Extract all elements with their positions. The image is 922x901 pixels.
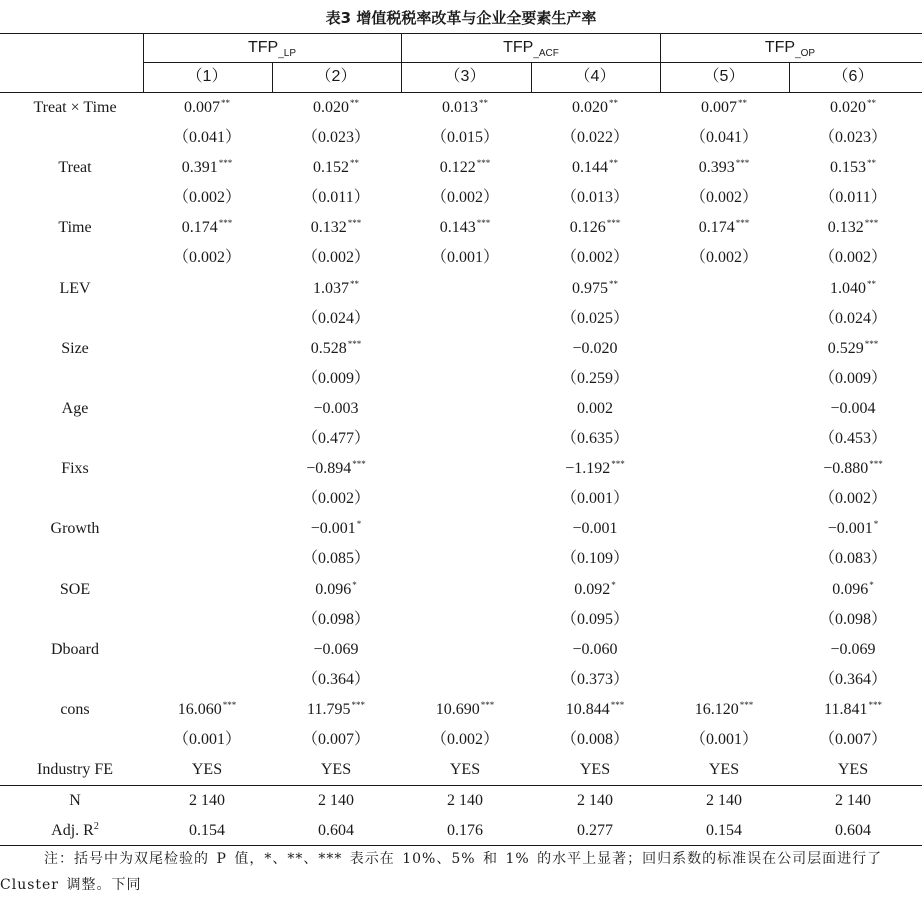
group-subscript: _LP xyxy=(278,48,296,59)
coef-cell xyxy=(793,514,913,544)
coef-cell xyxy=(664,334,784,364)
fe-cell: YES xyxy=(579,761,611,778)
row-label: SOE xyxy=(59,580,91,598)
p-value-cell: （0.083） xyxy=(818,550,887,568)
p-value-cell: （0.009） xyxy=(818,369,887,387)
table-note: 注：括号中为双尾检验的 P 值，*、**、*** 表示在 10%、5% 和 1% 的水平上显著；回归系数的标准误在公司层面进行了 Cluster 调整。下同 xyxy=(0,851,883,893)
coef-value: 0.152 xyxy=(313,159,349,177)
coef-cell xyxy=(276,575,396,605)
p-value-cell: （0.002） xyxy=(818,249,887,267)
coef-cell xyxy=(405,153,525,183)
p-value-cell: （0.095） xyxy=(560,610,629,628)
row-label: Size xyxy=(61,339,89,357)
coef-cell xyxy=(276,695,396,725)
significance-stars: *** xyxy=(735,218,750,229)
coef-value: 0.393 xyxy=(698,159,735,177)
coef-value: −0.001 xyxy=(572,520,618,538)
coef-cell xyxy=(147,575,267,605)
significance-stars: *** xyxy=(352,459,366,470)
coef-cell xyxy=(535,334,655,364)
stat-cell: 0.277 xyxy=(577,822,613,839)
p-value-cell: （0.002） xyxy=(689,249,758,267)
stat-cell: 0.154 xyxy=(706,822,742,839)
stat-cell: 2 140 xyxy=(577,792,613,809)
coef-cell xyxy=(405,575,525,605)
fe-cell: YES xyxy=(320,761,352,778)
coef-value: 0.174 xyxy=(698,219,735,237)
coef-value: −0.003 xyxy=(313,400,359,417)
coef-cell xyxy=(276,514,396,544)
stat-cell: 2 140 xyxy=(835,792,871,809)
p-value-cell: （0.002） xyxy=(301,249,370,267)
model-number: （4） xyxy=(574,68,616,85)
coef-value: 0.144 xyxy=(572,159,608,177)
group-subscript: _ACF xyxy=(533,48,559,59)
p-value-cell: （0.002） xyxy=(430,731,499,748)
significance-stars: * xyxy=(356,519,362,530)
coef-cell xyxy=(535,514,655,544)
p-value-cell: （0.001） xyxy=(689,731,758,748)
coef-value: 0.020 xyxy=(313,99,349,116)
p-value-cell: （0.635） xyxy=(560,430,629,447)
p-value-cell: （0.022） xyxy=(560,129,629,146)
p-value-cell: （0.259） xyxy=(560,369,629,387)
coef-value: −0.894 xyxy=(306,460,352,478)
model-number: （5） xyxy=(703,68,745,85)
coef-cell xyxy=(664,695,784,725)
coef-value: −0.001 xyxy=(310,520,356,538)
coef-cell xyxy=(405,635,525,665)
group-divider xyxy=(401,33,402,93)
fe-cell: YES xyxy=(708,761,740,778)
significance-stars: *** xyxy=(218,218,233,229)
group-name: TFP xyxy=(503,39,534,56)
coef-cell xyxy=(276,213,396,243)
coef-value: 10.690 xyxy=(435,701,480,718)
p-value-cell: （0.002） xyxy=(818,490,887,508)
row-label: Dboard xyxy=(51,640,99,658)
coef-cell xyxy=(147,334,267,364)
significance-stars: ** xyxy=(738,98,747,108)
coef-value: 0.096 xyxy=(832,580,869,598)
significance-stars: *** xyxy=(864,338,879,349)
group-name: TFP xyxy=(764,39,796,56)
coef-cell xyxy=(147,514,267,544)
significance-stars: *** xyxy=(610,700,625,710)
coef-value: 0.153 xyxy=(830,159,866,177)
p-value-cell: （0.002） xyxy=(301,490,370,508)
coef-value: −0.060 xyxy=(572,640,618,658)
p-value-cell: （0.453） xyxy=(818,430,887,447)
coef-cell xyxy=(664,153,784,183)
significance-stars: *** xyxy=(739,700,754,710)
coef-cell xyxy=(405,93,525,123)
coef-cell xyxy=(147,274,267,304)
row-label: Treat xyxy=(58,159,92,177)
coef-cell xyxy=(147,213,267,243)
coef-cell xyxy=(664,274,784,304)
significance-stars: ** xyxy=(350,278,359,289)
coef-cell xyxy=(664,635,784,665)
group-header xyxy=(670,33,910,63)
coef-cell xyxy=(276,635,396,665)
coef-value: −0.004 xyxy=(830,400,876,417)
significance-stars: *** xyxy=(218,158,233,169)
p-value-cell: （0.007） xyxy=(818,731,887,748)
significance-stars: ** xyxy=(479,98,488,108)
coef-cell xyxy=(535,575,655,605)
coef-cell xyxy=(147,394,267,424)
coef-value: 16.060 xyxy=(177,701,222,718)
coef-cell xyxy=(793,93,913,123)
significance-stars: *** xyxy=(611,459,625,470)
coef-cell xyxy=(793,274,913,304)
stat-cell: 2 140 xyxy=(318,792,354,809)
coef-cell xyxy=(664,575,784,605)
significance-stars: *** xyxy=(222,700,237,710)
coef-cell xyxy=(147,454,267,484)
coef-value: 0.020 xyxy=(572,99,608,116)
p-value-cell: （0.024） xyxy=(818,309,887,327)
p-value-cell: （0.041） xyxy=(689,129,758,146)
row-label: Treat × Time xyxy=(33,99,117,116)
coef-cell xyxy=(793,153,913,183)
coef-cell xyxy=(664,394,784,424)
group-header xyxy=(152,33,392,63)
column-divider xyxy=(531,62,532,93)
significance-stars: * xyxy=(869,579,874,590)
coef-cell xyxy=(147,153,267,183)
stat-cell: 0.604 xyxy=(835,822,871,839)
stat-cell: 0.154 xyxy=(189,822,225,839)
coef-cell xyxy=(535,274,655,304)
coef-cell xyxy=(405,514,525,544)
coef-cell xyxy=(405,213,525,243)
p-value-cell: （0.364） xyxy=(301,670,370,688)
significance-stars: ** xyxy=(867,158,876,169)
coef-cell xyxy=(793,394,913,424)
coef-value: 1.037 xyxy=(313,279,349,297)
row-label: Age xyxy=(61,400,89,417)
coef-value: 0.092 xyxy=(574,580,611,598)
p-value-cell: （0.023） xyxy=(818,129,887,146)
coef-cell xyxy=(535,213,655,243)
coef-cell xyxy=(793,213,913,243)
coef-cell xyxy=(147,695,267,725)
coef-value: −0.069 xyxy=(313,640,359,658)
row-label xyxy=(0,786,150,816)
significance-stars: *** xyxy=(868,700,882,710)
p-value-cell: （0.002） xyxy=(689,189,758,207)
p-value-cell: （0.002） xyxy=(430,189,499,207)
coef-value: 11.841 xyxy=(824,701,868,718)
coef-cell xyxy=(276,274,396,304)
coef-cell xyxy=(664,514,784,544)
coef-value: 0.007 xyxy=(701,99,737,116)
stat-label-superscript: 2 xyxy=(93,821,99,832)
p-value-cell: （0.002） xyxy=(172,189,241,207)
p-value-cell: （0.098） xyxy=(301,610,370,628)
p-value-cell: （0.001） xyxy=(560,490,629,508)
significance-stars: *** xyxy=(735,158,750,169)
column-divider xyxy=(272,62,273,93)
coef-value: 0.007 xyxy=(184,99,220,116)
coef-cell xyxy=(793,695,913,725)
stat-cell: 2 140 xyxy=(706,792,742,809)
coef-value: 1.040 xyxy=(830,279,866,297)
significance-stars: *** xyxy=(351,700,365,710)
coef-cell xyxy=(405,394,525,424)
coef-cell xyxy=(147,635,267,665)
coef-cell xyxy=(405,454,525,484)
p-value-cell: （0.001） xyxy=(430,249,499,267)
p-value-cell: （0.002） xyxy=(560,249,629,267)
column-divider xyxy=(789,62,790,93)
p-value-cell: （0.364） xyxy=(818,670,887,688)
coef-cell xyxy=(147,93,267,123)
significance-stars: ** xyxy=(609,158,618,169)
p-value-cell: （0.008） xyxy=(560,731,629,748)
model-number: （3） xyxy=(444,68,486,85)
p-value-cell: （0.013） xyxy=(560,189,629,207)
significance-stars: * xyxy=(873,519,879,530)
row-label: Fixs xyxy=(61,460,89,478)
significance-stars: ** xyxy=(609,278,618,289)
p-value-cell: （0.011） xyxy=(819,189,887,207)
coef-value: 11.795 xyxy=(307,701,351,718)
coef-cell xyxy=(664,93,784,123)
group-subscript: _OP xyxy=(795,48,816,59)
significance-stars: *** xyxy=(347,218,362,229)
coef-cell xyxy=(793,635,913,665)
significance-stars: *** xyxy=(476,218,491,229)
p-value-cell: （0.015） xyxy=(430,129,499,146)
stat-cell: 0.604 xyxy=(318,822,354,839)
significance-stars: * xyxy=(352,579,357,590)
coef-value: 0.529 xyxy=(827,339,864,357)
significance-stars: *** xyxy=(347,338,362,349)
p-value-cell: （0.001） xyxy=(172,731,241,748)
coef-value: 0.975 xyxy=(572,279,608,297)
coef-cell xyxy=(535,394,655,424)
coef-value: 0.174 xyxy=(181,219,218,237)
coef-cell xyxy=(276,93,396,123)
significance-stars: *** xyxy=(606,218,621,229)
coef-cell xyxy=(664,213,784,243)
p-value-cell: （0.041） xyxy=(172,129,241,146)
coef-value: −0.020 xyxy=(572,339,618,357)
table-title: 表3 增值税税率改革与企业全要素生产率 xyxy=(325,9,597,27)
group-divider xyxy=(143,33,144,93)
coef-cell xyxy=(405,334,525,364)
coef-cell xyxy=(535,695,655,725)
coef-cell xyxy=(535,635,655,665)
stat-cell: 2 140 xyxy=(447,792,483,809)
model-number: （2） xyxy=(315,68,357,85)
coef-value: 0.126 xyxy=(569,219,606,237)
significance-stars: *** xyxy=(476,158,491,169)
coef-cell xyxy=(535,93,655,123)
p-value-cell: （0.477） xyxy=(301,430,370,447)
coef-value: 0.132 xyxy=(827,219,864,237)
p-value-cell: （0.002） xyxy=(172,249,241,267)
row-label: Industry FE xyxy=(37,761,113,778)
coef-value: 0.096 xyxy=(315,580,352,598)
coef-cell xyxy=(793,454,913,484)
coef-cell xyxy=(276,334,396,364)
row-label: Growth xyxy=(50,520,100,538)
p-value-cell: （0.025） xyxy=(560,309,629,327)
stat-cell: 0.176 xyxy=(447,822,483,839)
p-value-cell: （0.011） xyxy=(302,189,370,207)
row-label xyxy=(0,816,150,846)
coef-value: 0.143 xyxy=(439,219,476,237)
significance-stars: ** xyxy=(867,98,876,108)
coef-cell xyxy=(793,334,913,364)
stat-cell: 2 140 xyxy=(189,792,225,809)
significance-stars: *** xyxy=(864,218,879,229)
p-value-cell: （0.373） xyxy=(560,670,629,688)
significance-stars: *** xyxy=(480,700,495,710)
group-name: TFP xyxy=(247,39,279,56)
p-value-cell: （0.098） xyxy=(818,610,887,628)
model-number: （1） xyxy=(186,68,228,85)
coef-value: 0.020 xyxy=(830,99,866,116)
row-label: Time xyxy=(58,219,92,237)
row-label: cons xyxy=(60,701,90,718)
significance-stars: ** xyxy=(350,158,359,169)
fe-cell: YES xyxy=(191,761,223,778)
significance-stars: *** xyxy=(869,459,883,470)
coef-value: 0.391 xyxy=(181,159,218,177)
p-value-cell: （0.085） xyxy=(301,550,370,568)
significance-stars: * xyxy=(611,579,616,590)
p-value-cell: （0.009） xyxy=(301,369,370,387)
coef-value: 0.528 xyxy=(310,339,347,357)
p-value-cell: （0.109） xyxy=(560,550,629,568)
coef-value: −1.192 xyxy=(565,460,611,478)
significance-stars: ** xyxy=(350,98,359,108)
coef-cell xyxy=(276,153,396,183)
coef-value: −0.069 xyxy=(830,640,876,658)
stat-label: Adj. R xyxy=(51,822,94,839)
coef-cell xyxy=(535,153,655,183)
model-number: （6） xyxy=(832,68,874,85)
p-value-cell: （0.007） xyxy=(301,731,370,748)
significance-stars: ** xyxy=(221,98,230,108)
row-label: LEV xyxy=(59,279,91,297)
stat-label: N xyxy=(69,792,81,809)
group-divider xyxy=(660,33,661,93)
coef-value: 10.844 xyxy=(565,701,610,718)
coef-cell xyxy=(276,394,396,424)
p-value-cell: （0.024） xyxy=(301,309,370,327)
fe-cell: YES xyxy=(449,761,481,778)
coef-value: 0.132 xyxy=(310,219,347,237)
coef-cell xyxy=(535,454,655,484)
coef-value: −0.880 xyxy=(823,460,869,478)
coef-value: 0.002 xyxy=(577,400,613,417)
coef-cell xyxy=(793,575,913,605)
coef-value: 0.122 xyxy=(439,159,476,177)
coef-cell xyxy=(405,695,525,725)
significance-stars: ** xyxy=(609,98,618,108)
group-header xyxy=(411,33,651,63)
fe-cell: YES xyxy=(837,761,869,778)
coef-cell xyxy=(664,454,784,484)
coef-value: −0.001 xyxy=(827,520,873,538)
coef-cell xyxy=(405,274,525,304)
significance-stars: ** xyxy=(867,278,876,289)
coef-value: 16.120 xyxy=(694,701,739,718)
coef-cell xyxy=(276,454,396,484)
coef-value: 0.013 xyxy=(442,99,478,116)
p-value-cell: （0.023） xyxy=(301,129,370,146)
